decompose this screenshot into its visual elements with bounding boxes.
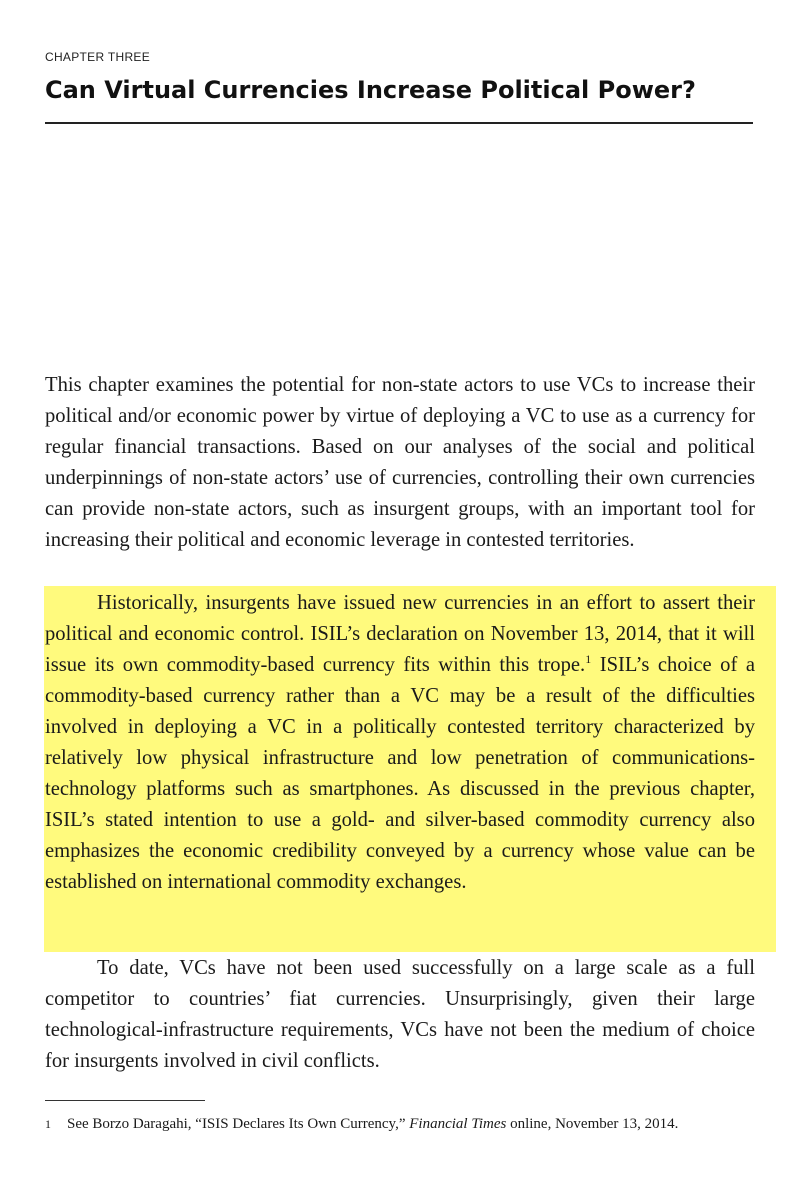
footnote: [45, 1113, 755, 1136]
footnote-number: 1: [45, 1117, 51, 1131]
body-paragraph-1: This chapter examines the potential for non-state actors to use VCs to increase their political and/or economic power by virtue of deploying a VC to use as a currency for regular financial transactions. Based on our analyses of the social and political underpinnings of non-state actors’ use of currencies, controlling their own currencies can provide non-state actors, such as insurgent groups, with an important tool for increasing their political and economic leverage in contested territories.: [45, 374, 755, 551]
paragraph-2-text-after-note: ISIL’s choice of a commodity-based currency rather than a VC may be a result of the difficulties involved in deploying a VC in a politically contested territory characterized by relatively low physical infrastructure and low penetration of communications-technology platforms such as smartphones. As discussed in the previous chapter, ISIL’s stated intention to use a gold- and silver-based commodity currency also emphasizes the economic credibility conveyed by a currency whose value can be established on international commodity exchanges.: [45, 654, 755, 893]
body-paragraph-2-block: [45, 588, 755, 898]
chapter-label: CHAPTER THREE: [45, 50, 151, 64]
body-paragraph-3-block: [45, 953, 755, 1077]
footnote-text-after: online, November 13, 2014.: [506, 1116, 679, 1132]
footnote-text-before: See Borzo Daragahi, “ISIS Declares Its Own Currency,”: [67, 1116, 410, 1132]
body-paragraph-3: To date, VCs have not been used successfully on a large scale as a full competitor to countries’ fiat currencies. Unsurprisingly, given their large technological-infrastructure requirements, VCs have not been the medium of choice for insurgents involved in civil conflicts.: [45, 957, 755, 1072]
title-rule: [45, 122, 753, 124]
footnote-publication: Financial Times: [409, 1116, 507, 1132]
footnote-reference[interactable]: 1: [585, 652, 592, 667]
body-paragraph-1-block: [45, 370, 755, 556]
paragraph-2-text-before-note: Historically, insurgents have issued new currencies in an effort to assert their political and economic control. ISIL’s declaration on November 13, 2014, that it will issue its own commodity-based currency fits within this trope.: [45, 592, 755, 676]
body-paragraph-2: [45, 588, 755, 898]
chapter-title: Can Virtual Currencies Increase Political Power?: [45, 76, 696, 104]
footnote-rule: [45, 1100, 205, 1101]
